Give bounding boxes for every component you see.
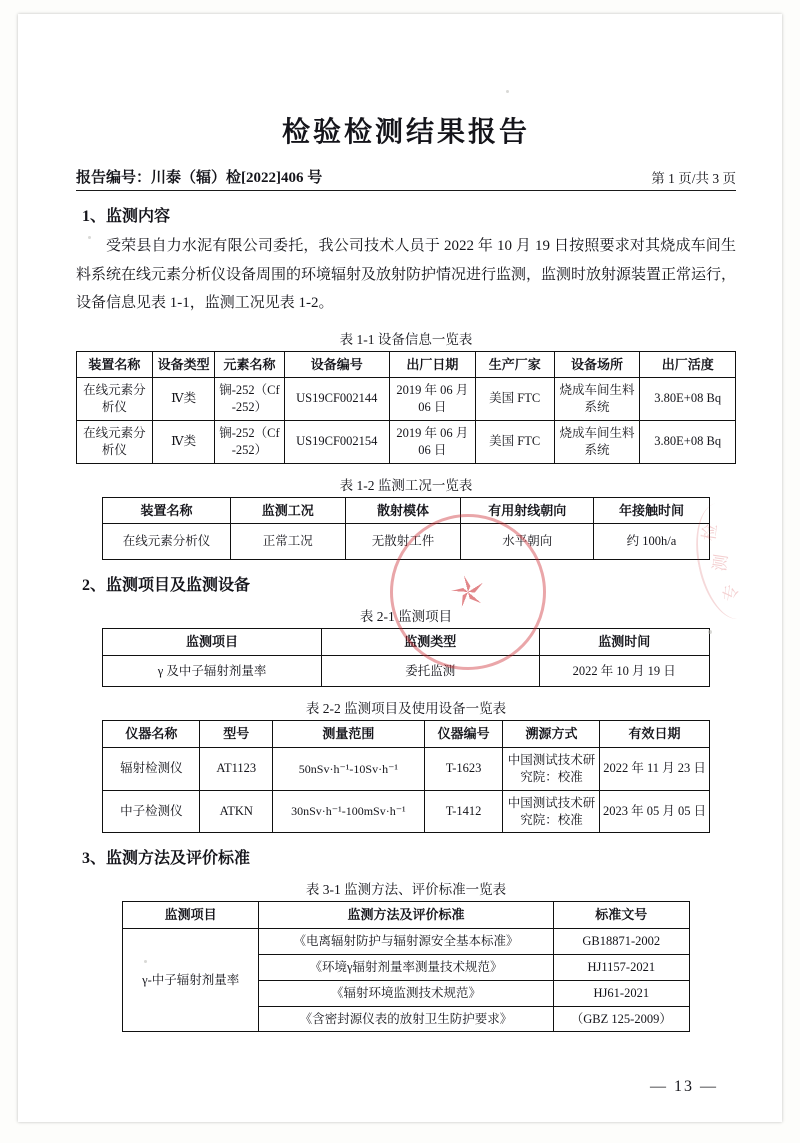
column-header: 监测方法及评价标准	[259, 902, 554, 929]
table-cell: 锎-252（Cf-252）	[215, 378, 284, 421]
table-cell-item-label: γ-中子辐射剂量率	[123, 928, 259, 1032]
table-2-1	[102, 628, 709, 687]
table-cell: 《电离辐射防护与辐射源安全基本标准》	[259, 928, 554, 954]
table-cell: 50nSv·h⁻¹-10Sv·h⁻¹	[273, 747, 425, 790]
table-cell: 《含密封源仪表的放射卫生防护要求》	[259, 1006, 554, 1032]
column-header: 有用射线朝向	[461, 497, 594, 524]
section-1-paragraph: 受荣县自力水泥有限公司委托，我公司技术人员于 2022 年 10 月 19 日按照要求对其烧成车间生料系统在线元素分析仪设备周围的环境辐射及放射防护情况进行监测，监测时放射源装置正常运行，设备信息见表 1-1，监测工况见表 1-2。	[76, 238, 737, 311]
table-3-1-caption: 表 3-1 监测方法、评价标准一览表	[305, 882, 507, 898]
seal-edge-char: 专	[720, 583, 742, 603]
table-cell: 2022 年 10 月 19 日	[539, 655, 709, 687]
table-cell: 正常工况	[230, 524, 345, 560]
report-number-value: 川泰（辐）检[2022]406 号	[151, 170, 323, 186]
column-header: 装置名称	[77, 351, 153, 378]
column-header: 仪器编号	[424, 721, 503, 748]
table-cell: 锎-252（Cf-252）	[215, 420, 284, 463]
table-1-1	[76, 351, 736, 464]
column-header: 装置名称	[103, 497, 230, 524]
document-body	[76, 110, 736, 1032]
column-header: 监测类型	[321, 628, 539, 655]
column-header: 散射模体	[345, 497, 460, 524]
section-heading-3: 3、监测方法及评价标准	[82, 850, 251, 868]
table-cell: 中国测试技术研究院：校准	[503, 747, 600, 790]
table-2-1-caption: 表 2-1 监测项目	[359, 608, 453, 624]
table-cell: 美国 FTC	[475, 420, 554, 463]
scan-speck	[88, 236, 91, 239]
table-row	[103, 790, 709, 833]
column-header: 监测项目	[103, 628, 321, 655]
table-2-2-caption: 表 2-2 监测项目及使用设备一览表	[305, 701, 507, 717]
table-cell: 2022 年 11 月 23 日	[600, 747, 709, 790]
section-heading-1: 1、监测内容	[82, 208, 171, 225]
column-header: 溯源方式	[503, 721, 600, 748]
table-header-row	[77, 351, 736, 378]
table-cell: Ⅳ类	[152, 420, 215, 463]
page-sheet	[18, 14, 782, 1122]
column-header: 设备编号	[284, 351, 389, 378]
table-cell: γ 及中子辐射剂量率	[103, 655, 321, 687]
table-cell: 《辐射环境监测技术规范》	[259, 980, 554, 1006]
table-cell: HJ61-2021	[553, 980, 689, 1006]
table-cell: 委托监测	[321, 655, 539, 687]
section-heading-2: 2、监测项目及监测设备	[82, 576, 251, 594]
table-cell: 30nSv·h⁻¹-100mSv·h⁻¹	[273, 790, 425, 833]
table-header-row	[103, 497, 709, 524]
table-1-2-caption: 表 1-2 监测工况一览表	[339, 477, 473, 493]
scan-speck	[506, 90, 509, 93]
table-cell: 3.80E+08 Bq	[640, 420, 736, 463]
table-cell: 美国 FTC	[475, 378, 554, 421]
table-cell: （GBZ 125-2009）	[553, 1006, 689, 1032]
column-header: 监测工况	[230, 497, 345, 524]
table-cell: US19CF002144	[284, 378, 389, 421]
table-cell: 在线元素分析仪	[77, 378, 153, 421]
page-title: 检验检测结果报告	[281, 117, 530, 148]
table-row	[77, 378, 736, 421]
table-cell: 2019 年 06 月 06 日	[390, 420, 476, 463]
table-cell: AT1123	[200, 747, 273, 790]
table-row	[103, 655, 709, 687]
report-header-row	[76, 166, 736, 191]
page-footer-number: — 13 —	[650, 1078, 718, 1095]
table-cell: T-1623	[424, 747, 503, 790]
table-cell: 在线元素分析仪	[103, 524, 230, 560]
table-cell: 《环境γ辐射剂量率测量技术规范》	[259, 954, 554, 980]
column-header: 出厂日期	[390, 351, 476, 378]
table-header-row	[103, 721, 709, 748]
table-2-2	[102, 720, 709, 833]
column-header: 监测项目	[123, 902, 259, 929]
column-header: 生产厂家	[475, 351, 554, 378]
table-row	[103, 747, 709, 790]
table-3-1	[122, 901, 690, 1032]
seal-edge-char: 检	[699, 522, 721, 543]
column-header: 元素名称	[215, 351, 284, 378]
column-header: 测量范围	[273, 721, 425, 748]
table-cell: 3.80E+08 Bq	[640, 378, 736, 421]
table-cell: 烧成车间生料系统	[554, 378, 640, 421]
seal-edge-char: 测	[709, 553, 732, 573]
table-cell: 约 100h/a	[594, 524, 709, 560]
table-row	[77, 420, 736, 463]
table-cell: 中国测试技术研究院：校准	[503, 790, 600, 833]
column-header: 设备场所	[554, 351, 640, 378]
table-cell: 水平朝向	[461, 524, 594, 560]
column-header: 型号	[200, 721, 273, 748]
table-cell: 中子检测仪	[103, 790, 200, 833]
scan-speck	[144, 960, 147, 963]
table-row	[103, 524, 709, 560]
column-header: 出厂活度	[640, 351, 736, 378]
report-number	[76, 166, 322, 187]
column-header: 标准文号	[553, 902, 689, 929]
page-indicator: 第 1 页/共 3 页	[651, 171, 736, 186]
column-header: 年接触时间	[594, 497, 709, 524]
column-header: 监测时间	[539, 628, 709, 655]
table-cell: HJ1157-2021	[553, 954, 689, 980]
table-cell: US19CF002154	[284, 420, 389, 463]
table-header-row	[123, 902, 690, 929]
table-cell: 2019 年 06 月 06 日	[390, 378, 476, 421]
report-number-label: 报告编号：	[76, 170, 152, 186]
table-cell: GB18871-2002	[553, 928, 689, 954]
table-row	[123, 928, 690, 954]
table-1-2	[102, 497, 709, 560]
scan-speck	[708, 630, 712, 634]
column-header: 仪器名称	[103, 721, 200, 748]
table-1-1-caption: 表 1-1 设备信息一览表	[339, 331, 473, 347]
column-header: 设备类型	[152, 351, 215, 378]
column-header: 有效日期	[600, 721, 709, 748]
table-cell: 辐射检测仪	[103, 747, 200, 790]
table-cell: 无散射工件	[345, 524, 460, 560]
table-cell: 烧成车间生料系统	[554, 420, 640, 463]
table-cell: Ⅳ类	[152, 378, 215, 421]
table-cell: T-1412	[424, 790, 503, 833]
table-header-row	[103, 628, 709, 655]
table-cell: ATKN	[200, 790, 273, 833]
table-cell: 在线元素分析仪	[77, 420, 153, 463]
table-cell: 2023 年 05 月 05 日	[600, 790, 709, 833]
